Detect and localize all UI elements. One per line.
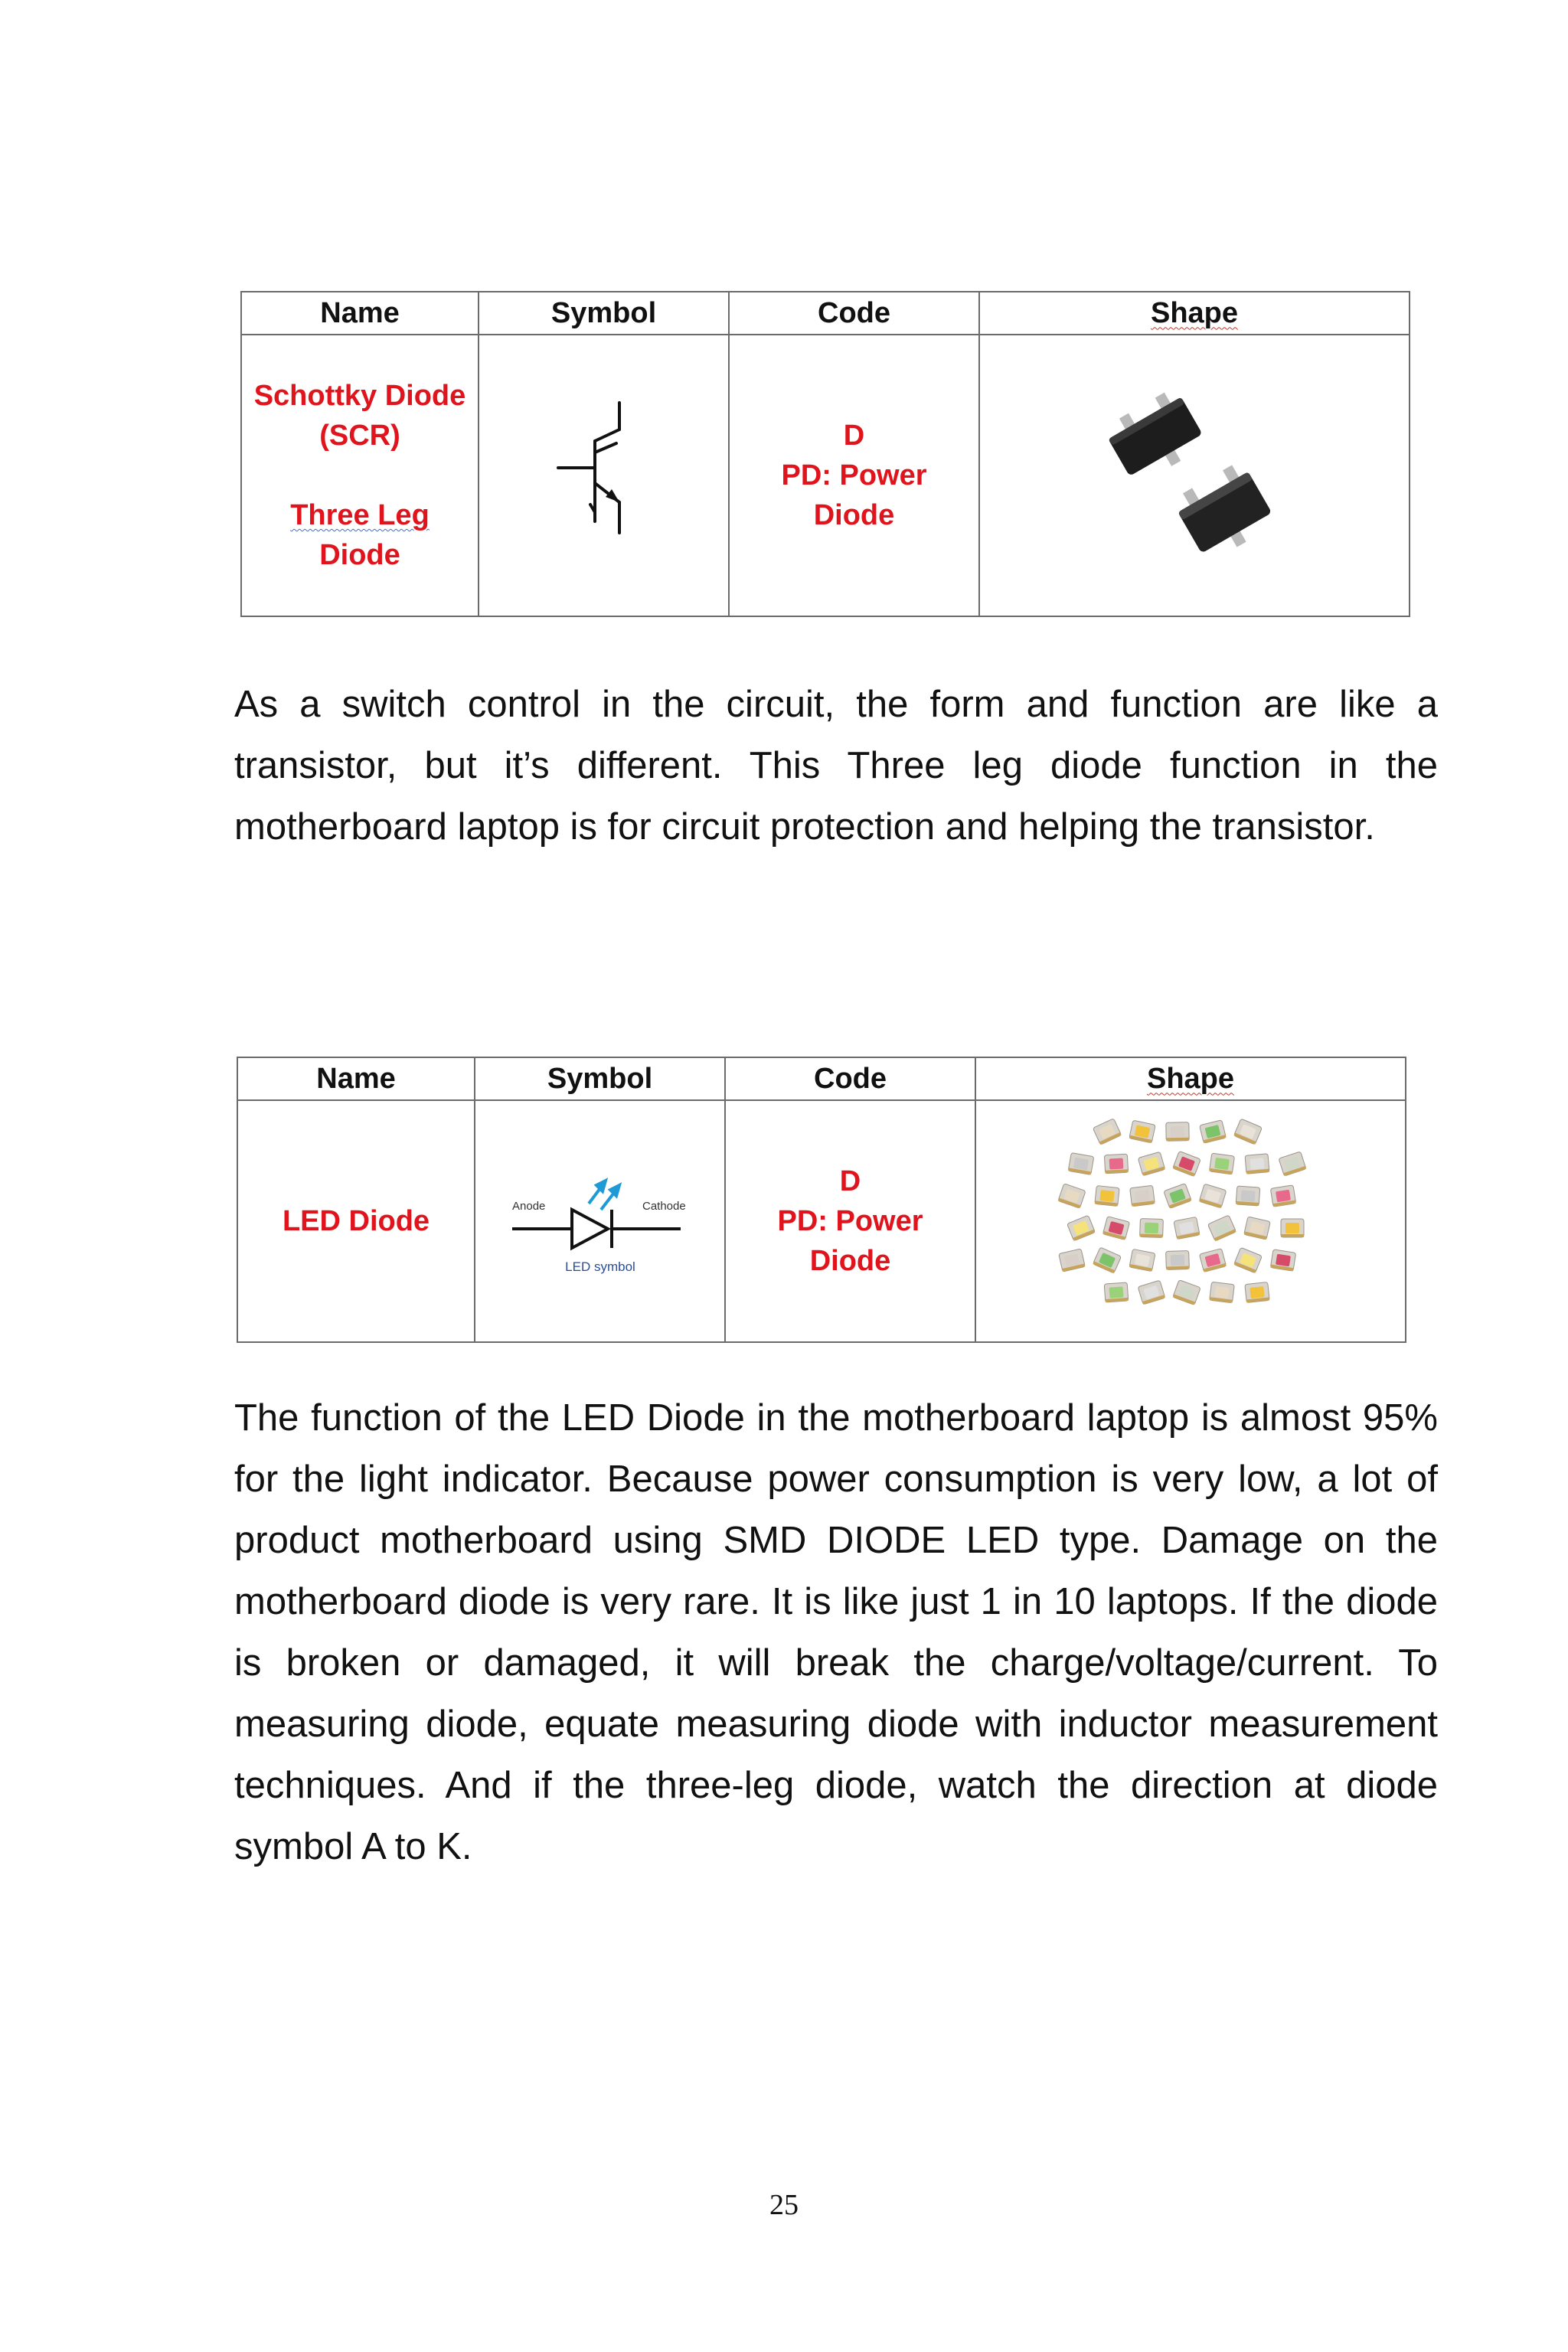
header-name: Name xyxy=(237,1057,475,1100)
name-line-1: Schottky Diode xyxy=(253,380,466,412)
code-line-3: Diode xyxy=(813,499,895,531)
header-name: Name xyxy=(241,292,479,335)
anode-label: Anode xyxy=(511,1200,545,1213)
header-code: Code xyxy=(729,292,979,335)
paragraph-three-leg-diode: As a switch control in the circuit, the form and function are like a transistor, but it’s different. This Three leg diode function in the motherboard laptop is for circuit protection and helping the transistor. xyxy=(234,684,1438,848)
cathode-label: Cathode xyxy=(642,1200,686,1213)
header-shape-label: Shape xyxy=(1150,296,1239,329)
cell-shape xyxy=(979,335,1410,616)
cell-code xyxy=(725,1100,975,1342)
header-shape-label: Shape xyxy=(1146,1062,1235,1095)
diode-table-schottky xyxy=(240,291,1410,617)
code-line-2: PD: Power xyxy=(781,459,927,492)
smd-led-collection-icon xyxy=(1053,1118,1328,1325)
code-line-2: PD: Power xyxy=(777,1205,923,1237)
sot23-package-icon xyxy=(1087,391,1302,560)
paragraph-led-diode: The function of the LED Diode in the motherboard laptop is almost 95% for the light indicator. Because power consumption is very low, a lot of product motherboard using SMD DIODE LED type. Damage on the motherboard diode is very rare. It is like just 1 in 10 laptops. If the diode is broken or damaged, it will break the charge/voltage/current. To measuring diode, equate measuring diode with inductor measurement techniques. And if the three-leg diode, watch the direction at diode symbol A to K. xyxy=(234,1397,1438,1867)
code-line-1: D xyxy=(843,420,865,452)
cell-symbol xyxy=(479,335,729,616)
name-line-2: (SCR) xyxy=(319,420,400,452)
cell-name xyxy=(241,335,479,616)
cell-code xyxy=(729,335,979,616)
code-line-3: Diode xyxy=(809,1245,891,1277)
diode-table-led xyxy=(237,1057,1406,1343)
three-leg-diode-symbol-icon xyxy=(550,399,658,552)
name-line-4: Diode xyxy=(319,539,400,571)
led-symbol-caption: LED symbol xyxy=(564,1259,635,1274)
header-symbol: Symbol xyxy=(479,292,729,335)
header-symbol: Symbol xyxy=(475,1057,725,1100)
cell-name xyxy=(237,1100,475,1342)
cell-shape xyxy=(975,1100,1406,1342)
header-shape xyxy=(975,1057,1406,1100)
led-name: LED Diode xyxy=(282,1205,430,1237)
code-line-1: D xyxy=(839,1165,861,1197)
led-diode-symbol-icon xyxy=(489,1156,711,1286)
header-shape xyxy=(979,292,1410,335)
page-number: 25 xyxy=(769,2189,799,2221)
cell-symbol xyxy=(475,1100,725,1342)
header-code: Code xyxy=(725,1057,975,1100)
name-line-3: Three Leg xyxy=(290,499,430,531)
